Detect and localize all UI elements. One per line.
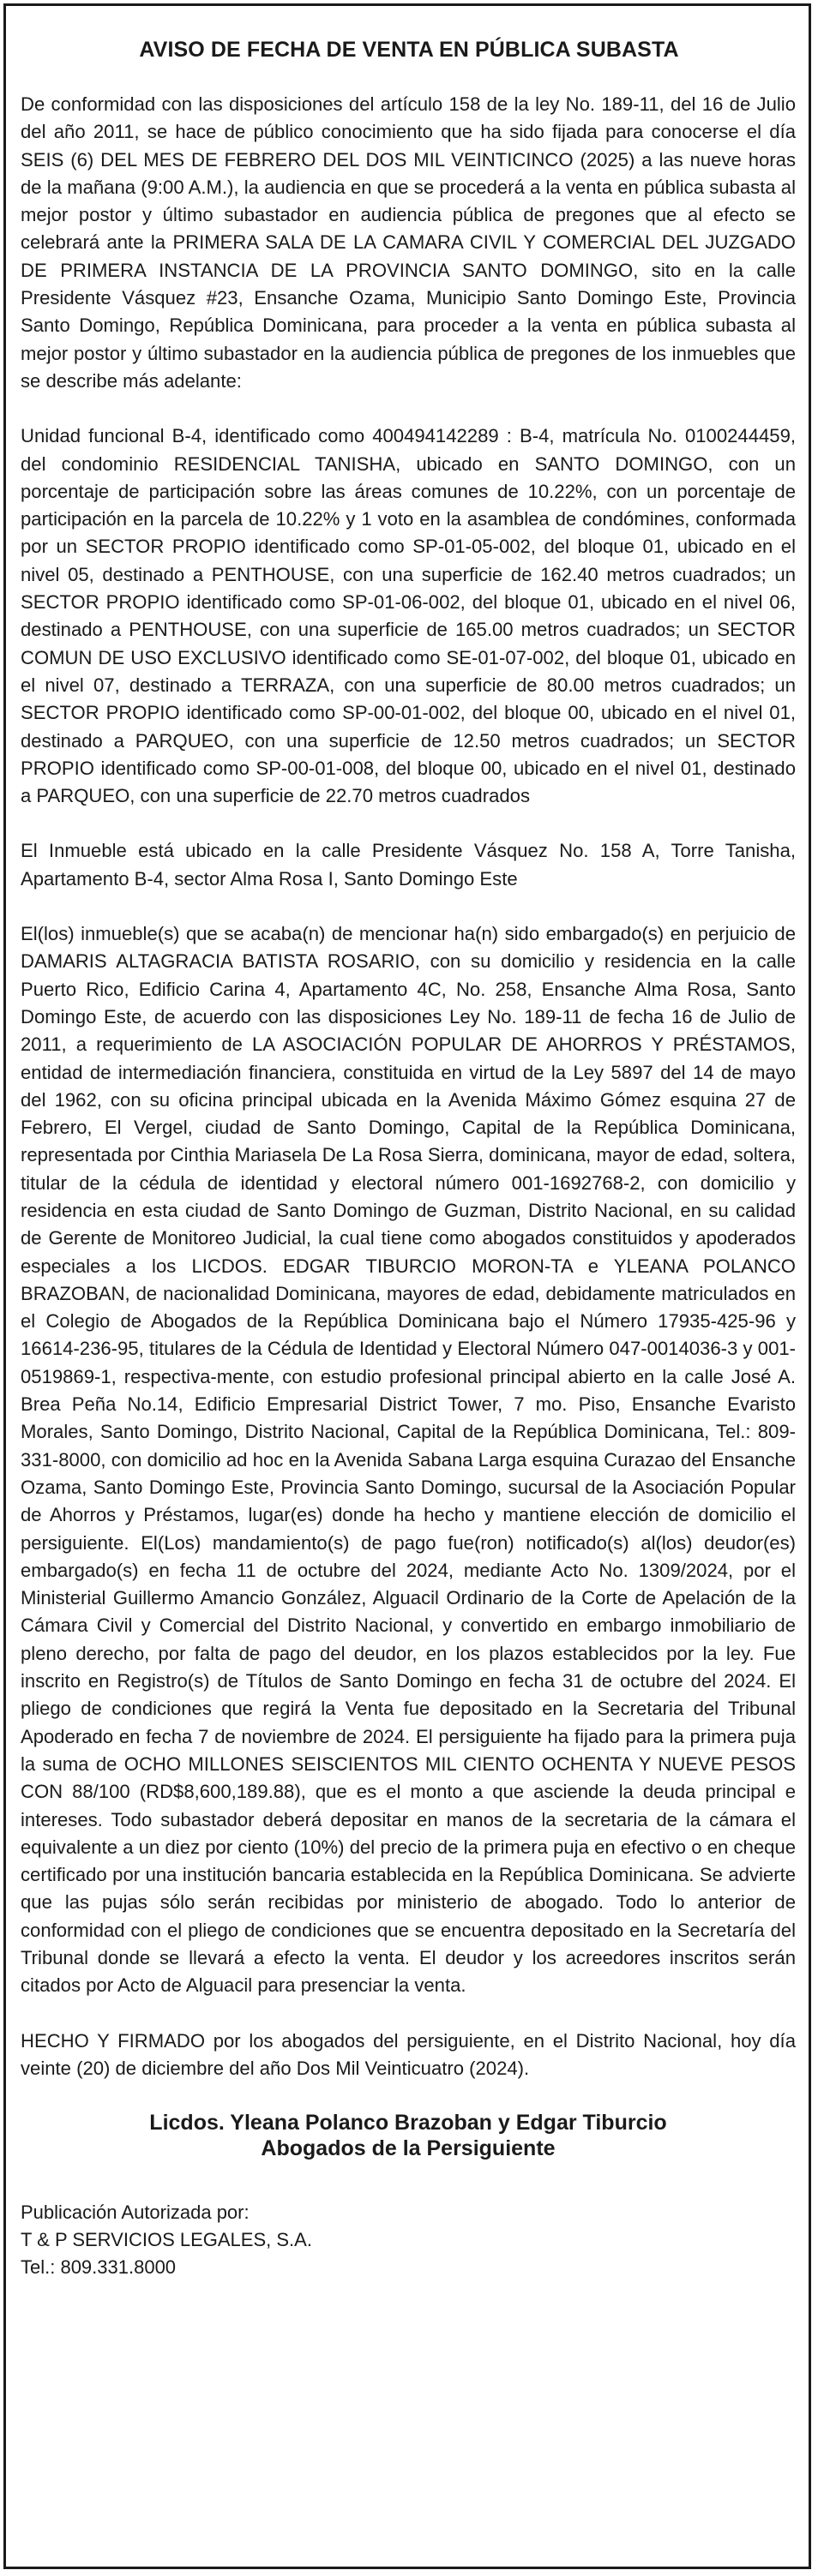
publication-label: Publicación Autorizada por: (21, 2202, 250, 2224)
paragraph-signed-statement: HECHO Y FIRMADO por los abogados del persiguiente, en el Distrito Nacional, hoy día veinte (20) de diciembre del año Dos Mil Veinticuatro (2024). (21, 2029, 796, 2079)
paragraph-property-description: Unidad funcional B-4, identificado como 400494142289 : B-4, matrícula No. 0100244459, del condominio RESIDENCIAL TANISHA, ubicado en SANTO DOMINGO, con un porcentaje de participación sobre las áreas comunes de 10.22%, con un porcentaje de participación en la parcela de 10.22% y 1 voto en la asamblea de condómines, conformada por un SECTOR PROPIO identificado como SP-01-05-002, del bloque 01, ubicado en el nivel 05, destinado a PENTHOUSE, con una superficie de 162.40 metros cuadrados; un SECTOR PROPIO identificado como SP-01-06-002, del bloque 01, ubicado en el nivel 06, destinado a PENTHOUSE, con una superficie de 165.00 metros cuadrados; un SECTOR COMUN DE USO EXCLUSIVO identificado como SE-01-07-002, del bloque 01, ubicado en el nivel 07, destinado a TERRAZA, con una superficie de 80.00 metros cuadrados; un SECTOR PROPIO identificado como SP-00-01-002, del bloque 00, ubicado en el nivel 01, destinado a PARQUEO, con una superficie de 12.50 metros cuadrados; un SECTOR PROPIO identificado como SP-00-01-008, del bloque 00, ubicado en el nivel 01, destinado a PARQUEO, con una superficie de 22.70 metros cuadrados (21, 425, 796, 807)
publication-phone: Tel.: 809.331.8000 (21, 2256, 177, 2279)
signature-block (21, 2110, 796, 2161)
paragraph-property-location: El Inmueble está ubicado en la calle Presidente Vásquez No. 158 A, Torre Tanisha, Apartamento B-4, sector Alma Rosa I, Santo Domingo Este (21, 840, 796, 890)
paragraph-seizure-details: El(los) inmueble(s) que se acaba(n) de mencionar ha(n) sido embargado(s) en perjuicio de DAMARIS ALTAGRACIA BATISTA ROSARIO, con su domicilio y residencia en la calle Puerto Rico, Edificio Carina 4, Apartamento 4C, No. 258, Ensanche Alma Rosa, Santo Domingo Este, de acuerdo con las disposiciones Ley No. 189-11 de fecha 16 de Julio de 2011, a requerimiento de LA ASOCIACIÓN POPULAR DE AHORROS Y PRÉSTAMOS, entidad de intermediación financiera, constituida en virtud de la Ley 5897 del 14 de mayo del 1962, con su oficina principal ubicada en la Avenida Máximo Gómez esquina 27 de Febrero, El Vergel, ciudad de Santo Domingo, Capital de la República Dominicana, representada por Cinthia Mariasela De La Rosa Sierra, dominicana, mayor de edad, soltera, titular de la cédula de identidad y electoral número 001-1692768-2, con domicilio y residencia en esta ciudad de Santo Domingo de Guzman, Distrito Nacional, en su calidad de Gerente de Monitoreo Judicial, la cual tiene como abogados constituidos y apoderados especiales a los LICDOS. EDGAR TIBURCIO MORON-TA e YLEANA POLANCO BRAZOBAN, de nacionalidad Dominicana, mayores de edad, debidamente matriculados en el Colegio de Abogados de la República Dominicana bajo el Número 17935-425-96 y 16614-236-95, titulares de la Cédula de Identidad y Electoral Número 047-0014036-3 y 001-0519869-1, respectiva-mente, con estudio profesional principal abierto en la calle José A. Brea Peña No.14, Edificio Empresarial District Tower, 7 mo. Piso, Ensanche Evaristo Morales, Santo Domingo, Distrito Nacional, Capital de la República Dominicana, Tel.: 809-331-8000, con domicilio ad hoc en la Avenida Sabana Larga esquina Curazao del Ensanche Ozama, Santo Domingo Este, Provincia Santo Domingo, sucursal de la Asociación Popular de Ahorros y Préstamos, lugar(es) donde ha hecho y mantiene elección de domicilio el persiguiente. El(Los) mandamiento(s) de pago fue(ron) notificado(s) al(los) deudor(es) embargado(s) en fecha 11 de octubre del 2024, mediante Acto No. 1309/2024, por el Ministerial Guillermo Amancio González, Alguacil Ordinario de la Corte de Apelación de la Cámara Civil y Comercial del Distrito Nacional, y convertido en embargo inmobiliario de pleno derecho, por falta de pago del deudor, en los plazos establecidos por la ley. Fue inscrito en Registro(s) de Títulos de Santo Domingo en fecha 31 de octubre del 2024. El pliego de condiciones que regirá la Venta fue depositado en la Secretaria del Tribunal Apoderado en fecha 7 de noviembre de 2024. El persiguiente ha fijado para la primera puja la suma de OCHO MILLONES SEISCIENTOS MIL CIENTO OCHENTA Y NUEVE PESOS CON 88/100 (RD$8,600,189.88), que es el monto a que asciende la deuda principal e intereses. Todo subastador deberá depositar en manos de la secretaria de la cámara el equivalente a un diez por ciento (10%) del precio de la primera puja en efectivo o en cheque certificado por una institución bancaria establecida en la República Dominicana. Se advierte que las pujas sólo serán recibidas por ministerio de abogado. Todo lo anterior de conformidad con el pliego de condiciones que se encuentra depositado en la Secretaría del Tribunal donde se llevará a efecto la venta. El deudor y los acreedores inscritos serán citados por Acto de Alguacil para presenciar la venta. (21, 923, 796, 1997)
publication-company: T & P SERVICIOS LEGALES, S.A. (21, 2229, 312, 2251)
publication-block (21, 2199, 796, 2281)
notice-title: AVISO DE FECHA DE VENTA EN PÚBLICA SUBASTA (139, 38, 679, 62)
signature-names: Licdos. Yleana Polanco Brazoban y Edgar Tiburcio (149, 2111, 667, 2136)
notice-body (21, 91, 796, 2281)
paragraph-hearing-date: De conformidad con las disposiciones del artículo 158 de la ley No. 189-11, del 16 de Julio del año 2011, se hace de público conocimiento que ha sido fijada para conocerse el día SEIS (6) DEL MES DE FEBRERO DEL DOS MIL VEINTICINCO (2025) a las nueve horas de la mañana (9:00 A.M.), la audiencia en que se procederá a la venta en pública subasta al mejor postor y último subastador en audiencia pública de pregones que al efecto se celebrará ante la PRIMERA SALA DE LA CAMARA CIVIL Y COMERCIAL DEL JUZGADO DE PRIMERA INSTANCIA DE LA PROVINCIA SANTO DOMINGO, sito en la calle Presidente Vásquez #23, Ensanche Ozama, Municipio Santo Domingo Este, Provincia Santo Domingo, República Dominicana, para proceder a la venta en pública subasta al mejor postor y último subastador en la audiencia pública de pregones de los inmuebles que se describe más adelante: (21, 93, 796, 392)
signature-role: Abogados de la Persiguiente (261, 2136, 556, 2161)
